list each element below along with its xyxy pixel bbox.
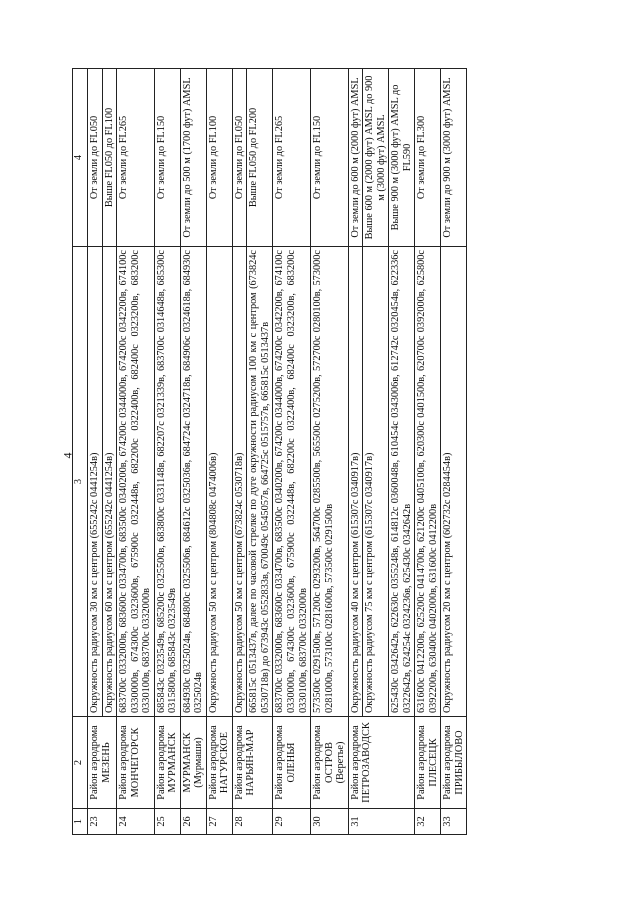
altitude-limits: От земли до 600 м (2000 фут) AMSL: [348, 69, 363, 247]
boundary-coordinates: 573500с 0291500в, 571200с 0293200в, 564700с 0285500в, 565500с 0275200в, 572700с 0280100в, 573000с 0281000в, 573100с 0281600в, 573500с 0291500в: [311, 247, 349, 717]
table-row: [415, 69, 441, 835]
column-header: 2: [73, 717, 88, 809]
table-row: [311, 69, 349, 835]
altitude-limits: От земли до 900 м (3000 фут) AMSL: [441, 69, 467, 247]
boundary-coordinates: 631600с 0412200в, 625200с 0414700в, 621200с 0405100в, 620300с 0401500в, 620700с 0392000в, 625800с 0392200в, 630400с 0402000в, 631600с 0412200в: [415, 247, 441, 717]
altitude-limits: От земли до FL100: [206, 69, 232, 247]
boundary-coordinates: Окружность радиусом 40 км с центром (615307с 0340917в): [348, 247, 363, 717]
boundary-coordinates: Окружность радиусом 20 км с центром (602732с 0284454в): [441, 247, 467, 717]
column-header: 4: [73, 69, 88, 247]
boundary-coordinates: 684930с 0325024в, 684800с 0325506в, 684612с 0325036в, 684724с 0324718в, 684906с 0324618в, 684930с 0325024в: [180, 247, 206, 717]
row-number: 29: [273, 809, 311, 835]
page-number: 4: [60, 452, 75, 459]
aerodrome-region: Район аэродрома МЕЗЕНЬ: [88, 717, 117, 809]
airspace-table: [72, 68, 467, 835]
boundary-coordinates: Окружность радиусом 30 км с центром (655242с 0441254в): [88, 247, 103, 717]
row-number: 25: [154, 809, 180, 835]
boundary-coordinates: 683700с 0332000в, 683600с 0334700в, 683500с 0340200в, 674200с 0344000в, 674200с 0342200в, 674100с 0330000в, 674300с 0323600в, 675900с 0322448в, 682200с 0322400в, 682400с 0323200в, 683200с 0330100в, 683700с 0332000в: [117, 247, 155, 717]
table-row: [206, 69, 232, 835]
aerodrome-region: МУРМАНСК (Мурмаши): [180, 717, 206, 809]
column-header: 3: [73, 247, 88, 717]
table-row: [232, 69, 247, 835]
aerodrome-region: Район аэродрома ОСТРОВ (Веретье): [311, 717, 349, 809]
boundary-coordinates: 685843с 0323549в, 685200с 0325500в, 683800с 0331148в, 682207с 0321339в, 683700с 0314648в, 685300с 0315800в, 685843с 0323549в: [154, 247, 180, 717]
row-number: 33: [441, 809, 467, 835]
row-number: 32: [415, 809, 441, 835]
boundary-coordinates: Окружность радиусом 50 км с центром (673824с 0530718в): [232, 247, 247, 717]
boundary-coordinates: Окружность радиусом 50 км с центром (804808с 0474006в): [206, 247, 232, 717]
row-number: 26: [180, 809, 206, 835]
aerodrome-region: Район аэродрома НАРЬЯН-МАР: [232, 717, 273, 809]
boundary-coordinates: 625430с 0342642в, 622630с 0355248в, 614812с 0360048в, 610454с 0343006в, 612742с 0320454в, 622336с 0322642в, 624254с 0324236в, 625430с 0342642в: [389, 247, 415, 717]
altitude-limits: От земли до FL050: [88, 69, 103, 247]
aerodrome-region: Район аэродрома ПЛЕСЕЦК: [415, 717, 441, 809]
aerodrome-region: Район аэродрома ПЕТРОЗАВОДСК: [348, 717, 415, 809]
aerodrome-region: Район аэродрома ПРИБЫЛОВО: [441, 717, 467, 809]
altitude-limits: Выше FL050 до FL200: [247, 69, 273, 247]
altitude-limits: Выше FL050 до FL100: [102, 69, 117, 247]
header-row: [73, 69, 88, 835]
altitude-limits: От земли до FL150: [311, 69, 349, 247]
row-number: 30: [311, 809, 349, 835]
row-number: 31: [348, 809, 415, 835]
altitude-limits: От земли до FL050: [232, 69, 247, 247]
altitude-limits: От земли до 500 м (1700 фут) AMSL: [180, 69, 206, 247]
column-header: 1: [73, 809, 88, 835]
altitude-limits: От земли до FL150: [154, 69, 180, 247]
table-row: [441, 69, 467, 835]
altitude-limits: Выше 900 м (3000 фут) AMSL до FL590: [389, 69, 415, 247]
table-row: [273, 69, 311, 835]
rotated-table-container: [72, 69, 568, 835]
row-number: 28: [232, 809, 273, 835]
boundary-coordinates: 683700с 0332000в, 683600с 0334700в, 683500с 0340200в, 674200с 0344000в, 674200с 0342200в, 674100с 0330000в, 674300с 0323600в, 675900с 0322448в, 682200с 0322400в, 682400с 0323200в, 683200с 0330100в, 683700с 0332000в: [273, 247, 311, 717]
boundary-coordinates: 665815с 0513437в, далее по часовой стрелке по дуге окружности радиусом 100 км с центром (673824с 0530718в) до 673943с 0552833в, 670049с 0545057в, 664725с 0515757в, 665815с 0513437в: [247, 247, 273, 717]
table-row: [180, 69, 206, 835]
aerodrome-region: Район аэродрома НАГУРСКОЕ: [206, 717, 232, 809]
altitude-limits: От земли до FL265: [273, 69, 311, 247]
aerodrome-region: Район аэродрома МОНЧЕГОРСК: [117, 717, 155, 809]
table-row: [88, 69, 103, 835]
altitude-limits: Выше 600 м (2000 фут) AMSL до 900 м (3000 фут) AMSL: [363, 69, 389, 247]
table-row: [154, 69, 180, 835]
aerodrome-region: Район аэродрома ОЛЕНЬЯ: [273, 717, 311, 809]
aerodrome-region: Район аэродрома МУРМАНСК: [154, 717, 180, 809]
altitude-limits: От земли до FL300: [415, 69, 441, 247]
boundary-coordinates: Окружность радиусом 75 км с центром (615307с 0340917в): [363, 247, 389, 717]
table-row: [117, 69, 155, 835]
row-number: 24: [117, 809, 155, 835]
row-number: 27: [206, 809, 232, 835]
boundary-coordinates: Окружность радиусом 60 км с центром (655242с 0441254в): [102, 247, 117, 717]
table-row: [348, 69, 363, 835]
row-number: 23: [88, 809, 117, 835]
altitude-limits: От земли до FL265: [117, 69, 155, 247]
